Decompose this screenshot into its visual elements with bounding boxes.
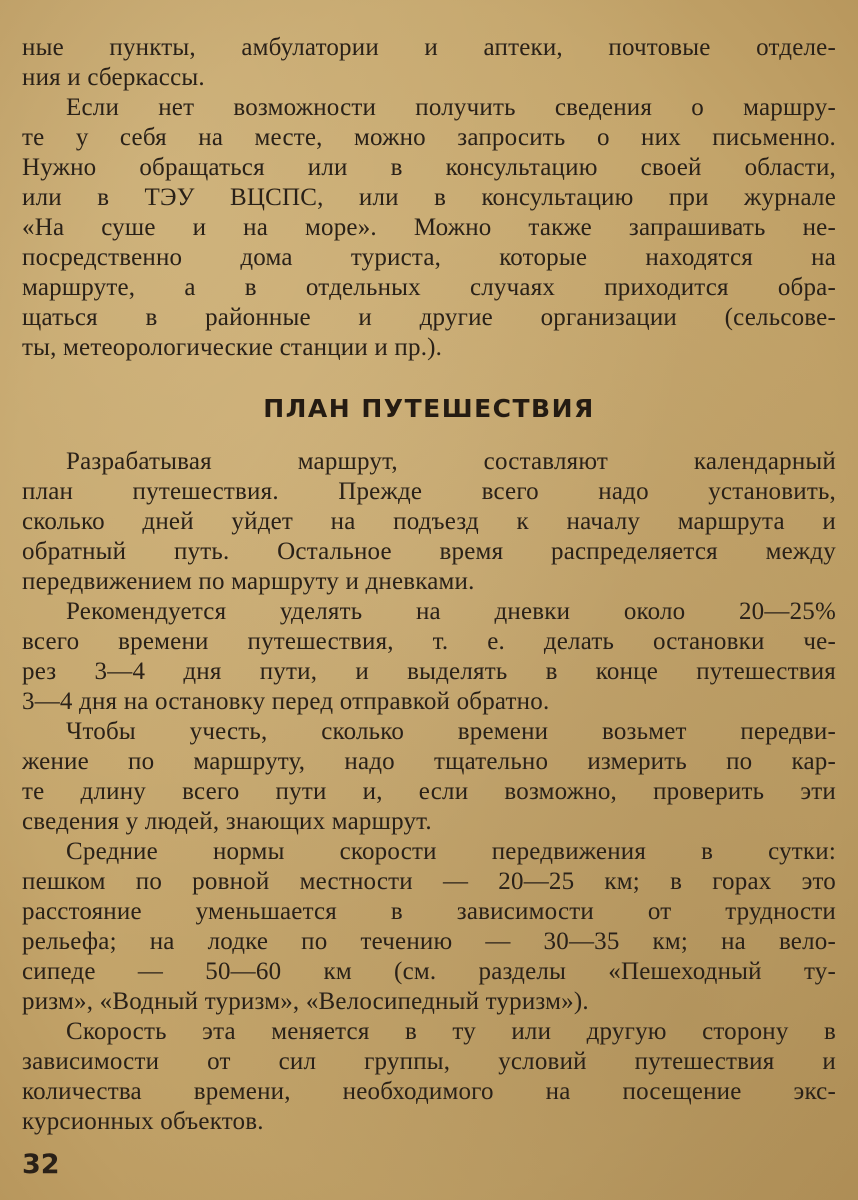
text-line: сведения у людей, знающих маршрут. bbox=[22, 808, 432, 835]
text-line: или в ТЭУ ВЦСПС, или в консультацию при журнале bbox=[22, 184, 836, 211]
text-line: Если нет возможности получить сведения о маршру- bbox=[66, 94, 836, 121]
text-line: курсионных объектов. bbox=[22, 1108, 264, 1135]
text-line: Нужно обращаться или в консультацию своей области, bbox=[22, 154, 836, 181]
text-line: маршруте, а в отдельных случаях приходится обра- bbox=[22, 274, 836, 301]
text-line: расстояние уменьшается в зависимости от трудности bbox=[22, 898, 836, 925]
text-line: Скорость эта меняется в ту или другую сторону в bbox=[66, 1018, 836, 1045]
text-line: «На суше и на море». Можно также запрашивать не- bbox=[22, 214, 836, 241]
text-line: те у себя на месте, можно запросить о них письменно. bbox=[22, 124, 836, 151]
text-line: Чтобы учесть, сколько времени возьмет передви- bbox=[66, 718, 836, 745]
text-line: щаться в районные и другие организации (сельсове- bbox=[22, 304, 836, 331]
text-line: рельефа; на лодке по течению — 30—35 км; на вело- bbox=[22, 928, 836, 955]
text-line: Разрабатывая маршрут, составляют календарный bbox=[66, 448, 836, 475]
text-line: обратный путь. Остальное время распределяется между bbox=[22, 538, 836, 565]
text-line: зависимости от сил группы, условий путешествия и bbox=[22, 1048, 836, 1075]
text-block-bottom bbox=[22, 447, 836, 1137]
text-line: ты, метеорологические станции и пр.). bbox=[22, 334, 443, 361]
text-line: те длину всего пути и, если возможно, проверить эти bbox=[22, 778, 836, 805]
text-block-top bbox=[22, 33, 836, 363]
text-line: рез 3—4 дня пути, и выделять в конце путешествия bbox=[22, 658, 836, 685]
text-line: всего времени путешествия, т. е. делать остановки че- bbox=[22, 628, 836, 655]
text-line: ния и сберкассы. bbox=[22, 64, 205, 91]
text-line: передвижением по маршруту и дневками. bbox=[22, 568, 475, 595]
text-line: ризм», «Водный туризм», «Велосипедный туризм»). bbox=[22, 988, 589, 1015]
page-number: 32 bbox=[22, 1149, 60, 1180]
section-heading: ПЛАН ПУТЕШЕСТВИЯ bbox=[263, 394, 595, 423]
text-line: количества времени, необходимого на посещение экс- bbox=[22, 1078, 836, 1105]
text-line: 3—4 дня на остановку перед отправкой обратно. bbox=[22, 688, 550, 715]
text-line: сколько дней уйдет на подъезд к началу маршрута и bbox=[22, 508, 836, 535]
text-line: Средние нормы скорости передвижения в сутки: bbox=[66, 838, 836, 865]
text-line: ные пункты, амбулатории и аптеки, почтовые отделе- bbox=[22, 34, 836, 61]
text-line: посредственно дома туриста, которые находятся на bbox=[22, 244, 836, 271]
text-line: пешком по ровной местности — 20—25 км; в горах это bbox=[22, 868, 836, 895]
text-line: сипеде — 50—60 км (см. разделы «Пешеходный ту- bbox=[22, 958, 836, 985]
text-line: жение по маршруту, надо тщательно измерить по кар- bbox=[22, 748, 836, 775]
text-line: план путешествия. Прежде всего надо установить, bbox=[22, 478, 836, 505]
text-line: Рекомендуется уделять на дневки около 20—25% bbox=[66, 598, 836, 625]
